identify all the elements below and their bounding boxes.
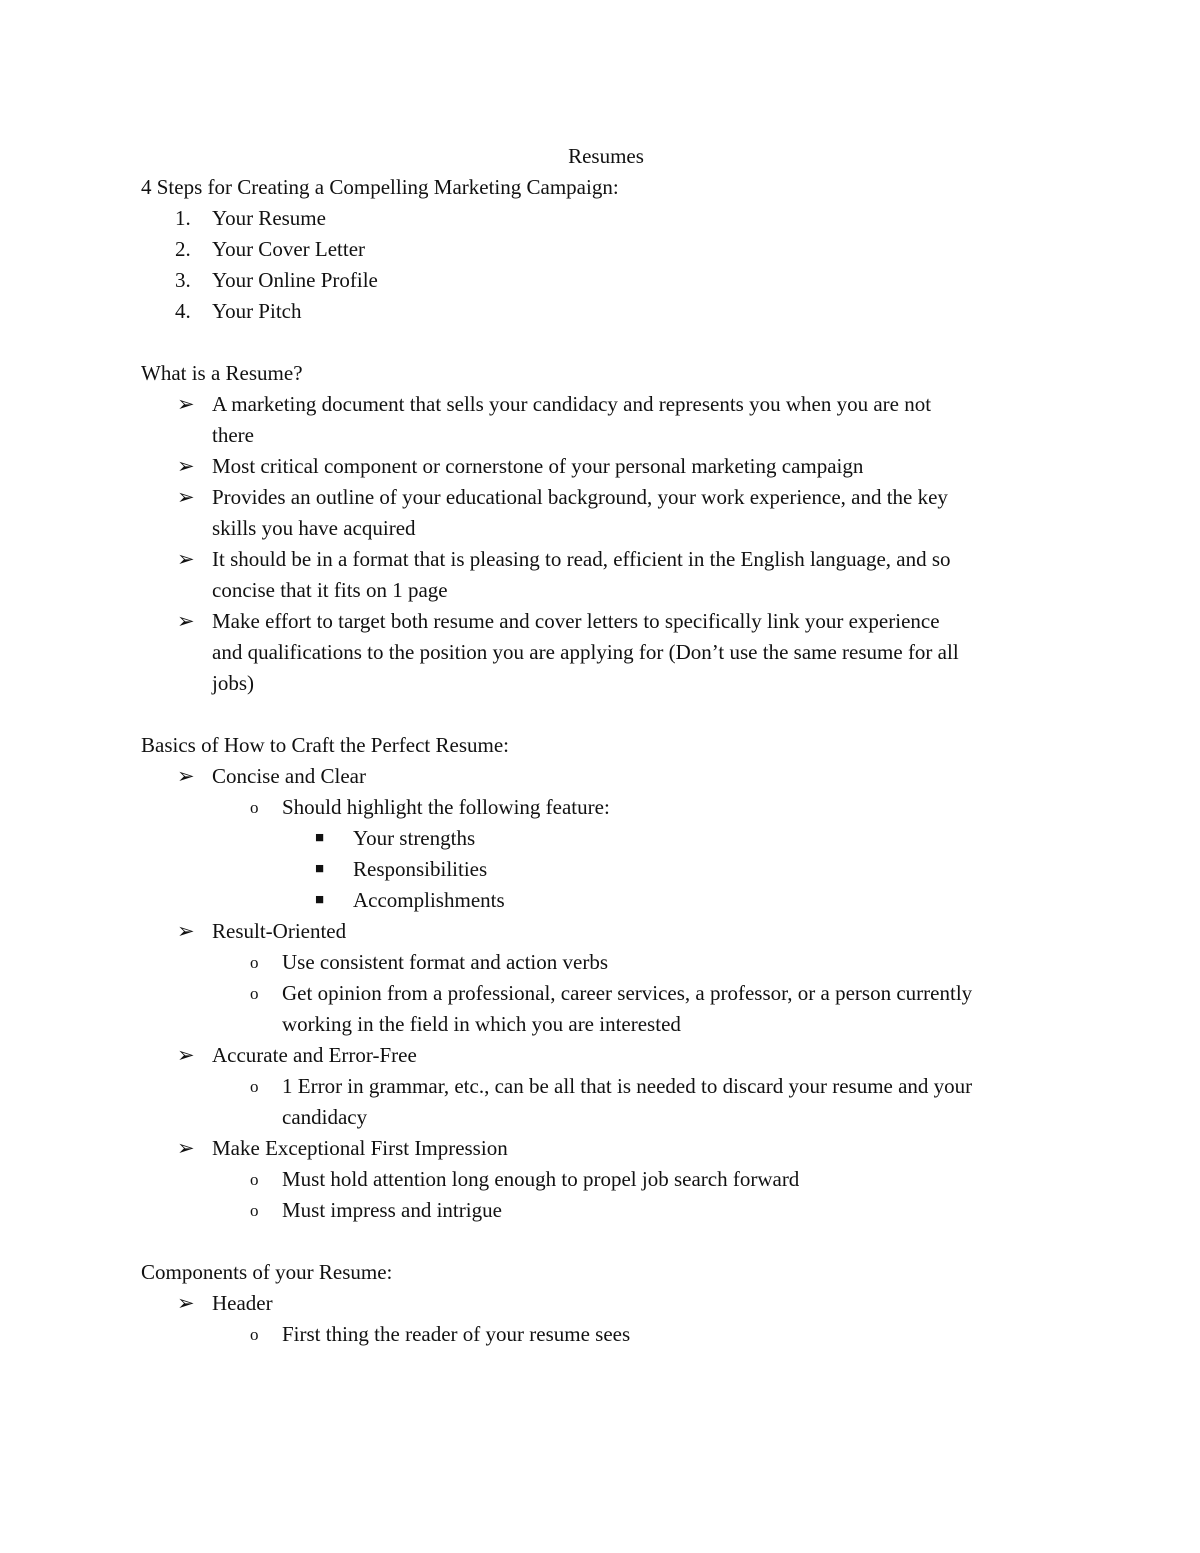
arrow-bullet-item: [141, 916, 1071, 947]
circle-bullet-item: [141, 947, 1071, 978]
item-text: Your Resume: [212, 206, 326, 230]
circle-bullet-item: [141, 1319, 1071, 1350]
document-title: Resumes: [568, 144, 644, 168]
arrow-bullet-icon: ➢: [177, 919, 195, 943]
bullet-text-line: jobs): [212, 671, 254, 695]
bullet-text: Make Exceptional First Impression: [212, 1136, 508, 1160]
circle-bullet-icon: o: [250, 1077, 259, 1096]
circle-bullet-icon: o: [250, 798, 259, 817]
bullet-text-line: Make effort to target both resume and cover letters to specifically link your experience: [212, 609, 940, 633]
numbered-item: [141, 234, 1071, 265]
circle-bullet-item: [141, 978, 1071, 1040]
arrow-bullet-item: [141, 451, 1071, 482]
circle-bullet-item: [141, 1195, 1071, 1226]
arrow-bullet-icon: ➢: [177, 764, 195, 788]
bullet-text-line: 1 Error in grammar, etc., can be all that is needed to discard your resume and your: [282, 1074, 973, 1098]
what-heading: What is a Resume?: [141, 361, 303, 385]
bullet-text: First thing the reader of your resume sees: [282, 1322, 631, 1346]
bullet-text: Must hold attention long enough to propel job search forward: [282, 1167, 800, 1191]
arrow-bullet-icon: ➢: [177, 1136, 195, 1160]
arrow-bullet-icon: ➢: [177, 1043, 195, 1067]
circle-bullet-item: [141, 792, 1071, 823]
square-bullet-item: [141, 823, 1071, 854]
item-number: 4.: [175, 299, 191, 323]
bullet-text: Must impress and intrigue: [282, 1198, 502, 1222]
circle-bullet-icon: o: [250, 953, 259, 972]
bullet-text-line: A marketing document that sells your candidacy and represents you when you are not: [212, 392, 932, 416]
bullet-text-line: working in the field in which you are interested: [282, 1012, 681, 1036]
item-text: Your Cover Letter: [212, 237, 366, 261]
square-bullet-item: [141, 854, 1071, 885]
item-number: 1.: [175, 206, 191, 230]
arrow-bullet-icon: ➢: [177, 609, 195, 633]
bullet-text-line: It should be in a format that is pleasing to read, efficient in the English language, and so: [212, 547, 951, 571]
circle-bullet-icon: o: [250, 1170, 259, 1189]
components-heading: Components of your Resume:: [141, 1260, 393, 1284]
bullet-text-line: skills you have acquired: [212, 516, 416, 540]
arrow-bullet-item: [141, 761, 1071, 792]
circle-bullet-item: [141, 1164, 1071, 1195]
arrow-bullet-icon: ➢: [177, 454, 195, 478]
bullet-text: Header: [212, 1291, 273, 1315]
spacer: [141, 1226, 1071, 1257]
bullet-text: Accurate and Error-Free: [212, 1043, 417, 1067]
item-text: Your Online Profile: [212, 268, 378, 292]
bullet-text-line: there: [212, 423, 254, 447]
numbered-item: [141, 296, 1071, 327]
circle-bullet-item: [141, 1071, 1071, 1133]
arrow-bullet-item: [141, 1040, 1071, 1071]
steps-heading: 4 Steps for Creating a Compelling Marketing Campaign:: [141, 175, 619, 199]
arrow-bullet-item: [141, 1288, 1071, 1319]
square-bullet-icon: ■: [315, 892, 325, 908]
numbered-item: [141, 203, 1071, 234]
arrow-bullet-item: [141, 389, 1071, 451]
bullet-text: Your strengths: [353, 826, 476, 850]
arrow-bullet-item: [141, 606, 1071, 699]
bullet-text: Result-Oriented: [212, 919, 347, 943]
bullet-text-line: candidacy: [282, 1105, 368, 1129]
arrow-bullet-item: [141, 482, 1071, 544]
arrow-bullet-icon: ➢: [177, 547, 195, 571]
numbered-item: [141, 265, 1071, 296]
bullet-text: Responsibilities: [353, 857, 488, 881]
square-bullet-icon: ■: [315, 861, 325, 877]
arrow-bullet-item: [141, 544, 1071, 606]
circle-bullet-icon: o: [250, 984, 259, 1003]
circle-bullet-icon: o: [250, 1201, 259, 1220]
bullet-text-line: concise that it fits on 1 page: [212, 578, 448, 602]
arrow-bullet-icon: ➢: [177, 485, 195, 509]
bullet-text-line: Get opinion from a professional, career services, a professor, or a person currently: [282, 981, 973, 1005]
bullet-text: Concise and Clear: [212, 764, 366, 788]
bullet-text: Accomplishments: [353, 888, 505, 912]
item-number: 3.: [175, 268, 191, 292]
square-bullet-icon: ■: [315, 830, 325, 846]
bullet-text-line: Most critical component or cornerstone of your personal marketing campaign: [212, 454, 864, 478]
bullet-text: Should highlight the following feature:: [282, 795, 610, 819]
square-bullet-item: [141, 885, 1071, 916]
item-text: Your Pitch: [212, 299, 302, 323]
circle-bullet-icon: o: [250, 1325, 259, 1344]
bullet-text-line: Provides an outline of your educational background, your work experience, and the key: [212, 485, 948, 509]
bullet-text-line: and qualifications to the position you are applying for (Don’t use the same resume for all: [212, 640, 959, 664]
item-number: 2.: [175, 237, 191, 261]
arrow-bullet-icon: ➢: [177, 392, 195, 416]
spacer: [141, 699, 1071, 730]
arrow-bullet-item: [141, 1133, 1071, 1164]
bullet-text: Use consistent format and action verbs: [282, 950, 608, 974]
basics-heading: Basics of How to Craft the Perfect Resume:: [141, 733, 509, 757]
arrow-bullet-icon: ➢: [177, 1291, 195, 1315]
document-body: [141, 141, 1071, 1350]
spacer: [141, 327, 1071, 358]
